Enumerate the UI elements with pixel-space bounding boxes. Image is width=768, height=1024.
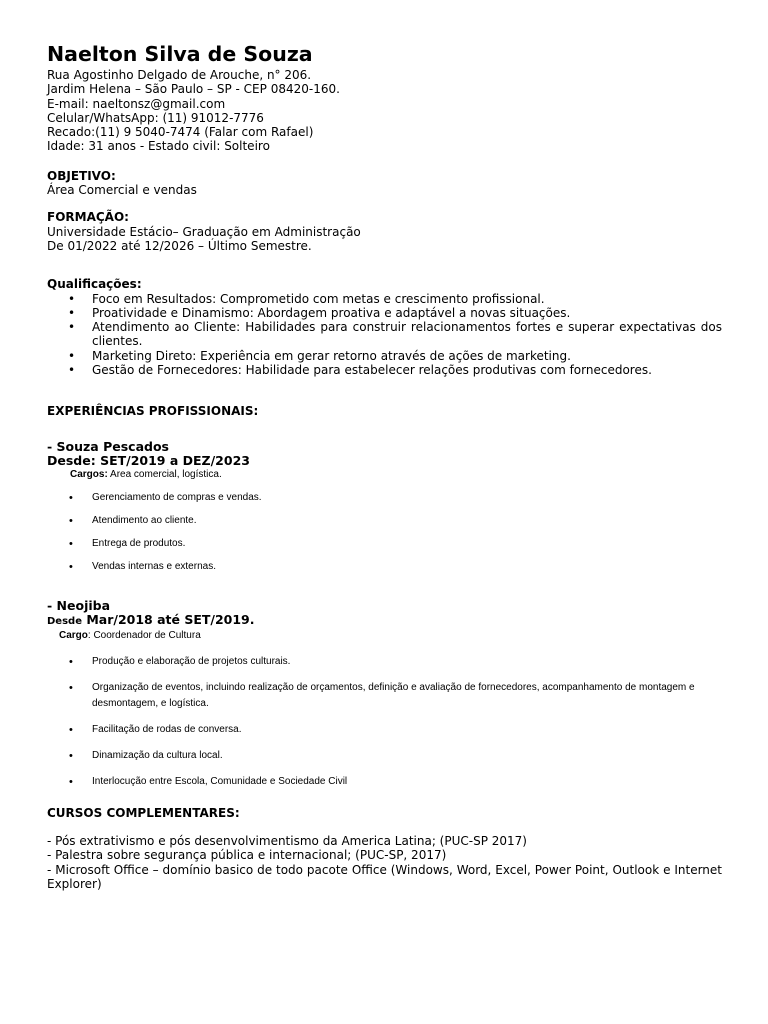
job-period-label: Desde [47,615,82,627]
contact-block [47,68,722,154]
job-company: - Souza Pescados [47,438,169,454]
job-role-label: Cargo [59,629,88,641]
job-task-item: • Organização de eventos, incluindo realização de orçamentos, definição e avaliação de fornecedores, acompanhamento de montagem e desmontagem, e logística. [47,680,722,712]
job-task-item: • Facilitação de rodas de conversa. [47,722,722,738]
objective-section [47,169,722,198]
job-role-value: : Coordenador de Cultura [87,629,201,641]
experience-heading: EXPERIÊNCIAS PROFISSIONAIS: [47,404,259,419]
objective-text: Área Comercial e vendas [47,183,197,198]
candidate-name: Naelton Silva de Souza [47,42,313,66]
job-task-item: • Dinamização da cultura local. [47,748,722,764]
job-role-label: Cargos: [70,468,108,480]
qualifications-heading: Qualificações: [47,277,142,292]
job-period-label: Desde: [47,452,101,468]
job-period-value: SET/2019 a DEZ/2023 [100,452,250,468]
job-task-list [47,654,722,790]
job-role-value: Area comercial, logística. [107,468,222,480]
objective-heading: OBJETIVO: [47,168,116,183]
education-section [47,210,722,253]
job-company: - Neojiba [47,597,111,613]
job-task-item: • Gerenciamento de compras e vendas. [47,490,722,506]
job-period [47,613,722,629]
job-role [47,468,722,482]
qualification-item: • Proatividade e Dinamismo: Abordagem proativa e adaptável a novas situações. [47,306,722,320]
job-entry [47,440,722,575]
address-line: Rua Agostinho Delgado de Arouche, n° 206. [47,68,312,82]
course-item: - Pós extrativismo e pós desenvolvimentismo da America Latina; (PUC-SP 2017) [47,833,527,848]
job-task-list [47,490,722,575]
qualification-item: • Foco em Resultados: Comprometido com metas e crescimento profissional. [47,292,722,306]
education-line: Universidade Estácio– Graduação em Administração [47,224,361,239]
experience-section [47,404,722,789]
qualification-item: • Atendimento ao Cliente: Habilidades para construir relacionamentos fortes e superar expectativas dos clientes. [47,320,722,349]
age-status-line: Idade: 31 anos - Estado civil: Solteiro [47,139,270,154]
job-period-value: Mar/2018 até SET/2019. [81,611,255,627]
job-period [47,454,722,468]
courses-section [47,806,722,891]
message-phone-line: Recado:(11) 9 5040-7474 (Falar com Rafael) [47,125,314,140]
phone-line: Celular/WhatsApp: (11) 91012-7776 [47,110,264,125]
courses-heading: CURSOS COMPLEMENTARES: [47,805,240,820]
resume-page [47,40,722,891]
qualification-item: • Marketing Direto: Experiência em gerar retorno através de ações de marketing. [47,349,722,363]
job-task-item: • Entrega de produtos. [47,536,722,552]
qualification-item: • Gestão de Fornecedores: Habilidade para estabelecer relações produtivas com fornecedores. [47,363,722,377]
education-heading: FORMAÇÃO: [47,210,129,225]
email-line: E-mail: naeltonsz@gmail.com [47,96,226,111]
job-entry [47,599,722,790]
job-role [47,629,722,643]
course-item: - Microsoft Office – domínio basico de todo pacote Office (Windows, Word, Excel, Power Point, Outlook e Internet Explorer) [47,862,722,891]
education-line: De 01/2022 até 12/2026 – Último Semestre. [47,238,312,253]
qualifications-list [47,292,722,378]
job-task-item: • Atendimento ao cliente. [47,513,722,529]
qualifications-section [47,277,722,377]
job-task-item: • Produção e elaboração de projetos culturais. [47,654,722,670]
city-line: Jardim Helena – São Paulo – SP - CEP 08420-160. [47,82,340,97]
job-task-item: • Vendas internas e externas. [47,559,722,575]
courses-list [47,834,722,891]
job-task-item: • Interlocução entre Escola, Comunidade e Sociedade Civil [47,774,722,790]
course-item: - Palestra sobre segurança pública e internacional; (PUC-SP, 2017) [47,848,447,863]
